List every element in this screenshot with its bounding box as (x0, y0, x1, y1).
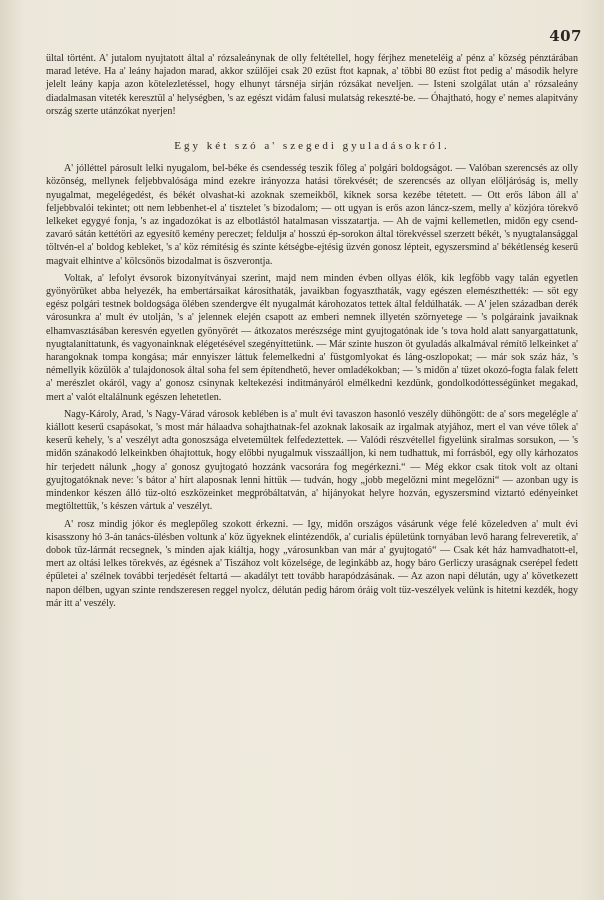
body-paragraph-3: Nagy-Károly, Arad, 's Nagy-Várad városok keblében is a' mult évi tavaszon hasonló veszély dühöngött: de a' sors megelégle a' kiállott keserű csapásokat, 's most már hálaadva sohajthatnak-fel azoknak lakosaik az irgalmak atyjához, mert el van véve tőlek a' keserű kehely, 's a' veszélyt adta gonoszsága elvetemültek felfedeztettek. — Valódi részvétellel figyelünk siralmas sorsukon, — 's midőn szánakodó lelkeinkben óhajtottuk, hogy előbbi nyugalmuk visszaálljon, ki nem tudhattuk, mi forrásból, egy olly kárhozatos hír terjedett nálunk „hogy a' gonosz gyujtogató hozzánk vacsorára fog megérkezni.“ — Még ekkor csak titok volt az oltani gyujtogatóknak neve: 's bátor a' hírt alaposnak lenni hittük — tudván, hogy „jobb megelőzni mint megelőzni“ — azonban ugy is mindenkor készen álló tüz-oltó eszközeinket megpróbáltatván, a' hijányokat helyre hozván, egyszersmind viztartó edényeinket megtöltettük, 's készen vártuk a' veszélyt. (46, 408, 578, 513)
body-paragraph-2: Voltak, a' lefolyt évsorok bizonyítványai szerint, majd nem minden évben ollyas élők, kik legföbb vagy talán egyetlen gyönyörüket abba helyezék, ha embertársaikat károsíthaták, javaikban fogyaszthaták, vagy egészen elemészthették: — söt egy egész polgári testnek boldogsága ölében szendergve élt nyugalmát károhozatos tettek által feldúlhaták. — A' jelen században derék városunkra a' mult év utolján, 's a' jelennek elején csapott az emberi nemnek illyetén szörnyetege — 's polgárаink javaiknak elhamvasztásában keresvén egyetlen gyönyörét — átkozatos merészsége mint gyujtogatónak ide 's tova hold alatt sanyargattatunk, nyugtalaníttatunk, és vagyonainknak elégetésével szegényíttetünk. — Már szinte huszon öt gyuladás alkalmával rémítő lelkeinket a' harangoknak tompa kongása; már ennyiszer láttuk felemelkedni a' füstgomlyokat és láng-oszlopokat; — már sok száz ház, 's némellyik közülök a' tulajdonosok által soha fel sem építendhető, hever omladékokban; — 's midőn a' tüzet okozó-fogta falak felett a' merészlet okáról, vagy a' gonosz csinynak keltekezési inditmányáról elmélkedni kezdünk, gondolkodóttességünket megakad, mert a' valót eltalálnunk egészen lehetetlen. (46, 272, 578, 403)
section-heading: Egy két szó a' szegedi gyuladásokról. (174, 140, 450, 153)
body-paragraph-4: A' rosz mindig jókor és meglepőleg szokott érkezni. — Igy, midőn országos vásárunk vége felé közeledven a' mult évi kisasszony hó 3-án tanács-ülésben voltunk a' köz ügyeknek elintézendők, a' curialis épületünk tornyában levő harang felreveretik, a' dobok tüz-lármát recsegnek, 's minden ajak kiáltja, hogy „városunkban van már a' gyujtogató“ — Csak két ház hamvadhatott-el, mert az oltási lelkes törekvés, az égésnek a' Tiszához volt közelsége, de leginkább az, hogy báro Gerliczy uraságnak cserépel fedett épületei a' szélnek további terjedését feltartá — akadályt tett tovább harapódzásának. — Az azon napi délután, ugy a' következett napon délben, ugyan szinte rendszeresen reggel nyolcz, délután pedig három óráig volt tüz-veszélyek velünk is hitetni kezdék, hogy már itt a' veszély. (46, 518, 578, 609)
body-paragraph-1: A' jólléttel párosult lelki nyugalom, bel-béke és csendesség teszik főleg a' polgári boldogságot. — Valóban szerencsés az olly közönség, mellynek feljebbvalósága mind ezekre irányozza hatási törekvését; de szerencsés az ollyan elöljáróság is, melly nyugalmat, megelégedést, és békét olvashat-ki azoknak szemeikből, kiknek sorsa kezébe tétetett. — Ott erős lábon áll a' feljebbvalói tekintet; ott nem lebbenhet-el a' tisztelet 's bizodalom; — ott ugyan is erős azon láncz-szem, melly a' közjóra törekvő lelkeket egygyé fonja, 's az ingadozókat is az elbotlástól hatalmasan visszatartja. — Ah de vajmi kellemetlen, midőn egy csend-zavaró sátán kettétöri az egyesítő kemény pereczet; felduljя a' hosszú ép-sorokon által törekvéssel szerzett békét, 's nyugtalansággal töltvén-el a' boldog kebleket, 's a' köz rémítésig és szinte kétségbe-ejtésig üzvén gonosz lépteit, egyszersmind a' békétlenség keserű magvait elhintve a' kölcsönös bizodalmat is öszverontja. (46, 163, 578, 267)
page-number: 407 (549, 27, 582, 45)
intro-paragraph: ültal történt. A' jutalom nyujtatott által a' rózsaleánynak de olly feltétellel, hogy férjhez meneteléig a' pénz a' község pénztárában marad letéve. Ha a' leány hajadon marad, akkor szülőjei csak 20 ezüst ftot kapnak, a' többi 80 ezüst ftot pedig a' második helyre jelelt leány kapja azon kötelezletéssel, hogy elhunyt társnéja sírján rózsákat neveljen. — Isteni szolgálat után a' rózsaleány diadalmasan viteték keresztül a' helységben, 's az egészt vidám falusi mulatság rekeszté-be. — Óhajtható, hogy e' nemes alapitvány ország szerte utánzókat nyerjen! (46, 53, 578, 117)
page-body (46, 52, 578, 610)
